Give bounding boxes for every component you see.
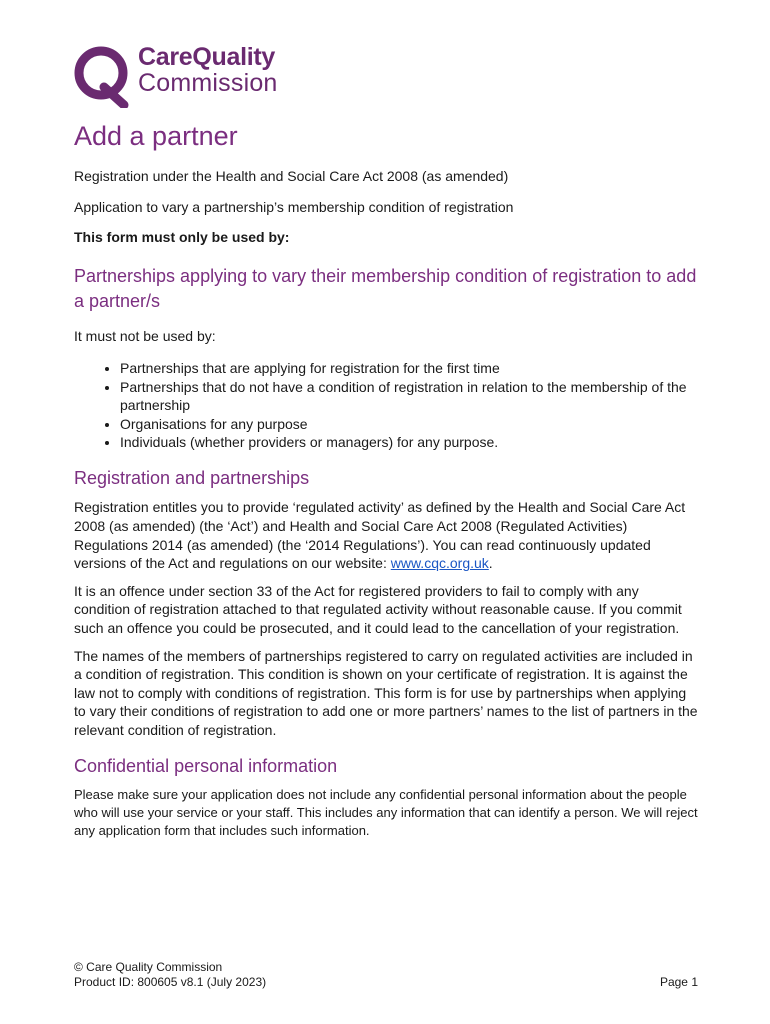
footer-product-id: Product ID: 800605 v8.1 (July 2023): [74, 975, 267, 989]
registration-paragraph-1: [74, 498, 698, 572]
not-used-intro: It must not be used by:: [74, 327, 216, 344]
registration-paragraph-1-end: .: [488, 555, 493, 572]
cqc-website-link[interactable]: www.cqc.org.uk: [390, 555, 489, 572]
registration-paragraph-3: The names of the members of partnerships registered to carry on regulated activities are included in a condition of registration. This condition is shown on your certificate of registration. It is against the law not to comply with conditions of registration. This form is for use by partnerships when applying to vary their conditions of registration to add one or more partners’ names to the list of partners in the relevant condition of registration.: [74, 647, 698, 738]
section-heading-partnerships: Partnerships applying to vary their membership condition of registration to add a partner/s: [74, 265, 697, 311]
list-item: • Organisations for any purpose: [120, 415, 698, 433]
section-heading-confidential: Confidential personal information: [74, 755, 338, 776]
logo-wordmark: [138, 44, 278, 96]
logo-line-2: Commission: [138, 69, 278, 97]
not-used-list: [74, 359, 698, 451]
subtitle-act: Registration under the Health and Social Care Act 2008 (as amended): [74, 168, 509, 184]
list-item: • Partnerships that do not have a condition of registration in relation to the membership of the partnership: [120, 378, 698, 415]
confidential-paragraph: Please make sure your application does not include any confidential personal information about the people who will use your service or your staff. This includes any information that can identify a person. We will reject any application form that includes such information.: [74, 786, 698, 838]
footer-copyright: © Care Quality Commission: [74, 960, 223, 974]
cqc-q-mark-icon: [72, 42, 134, 108]
document-body: [74, 118, 698, 840]
page-number: Page 1: [659, 975, 698, 989]
list-item: • Individuals (whether providers or managers) for any purpose.: [120, 433, 698, 451]
cqc-logo: [72, 42, 292, 108]
page-title: Add a partner: [74, 121, 238, 151]
registration-paragraph-1-text: Registration entitles you to provide ‘regulated activity’ as defined by the Health and Social Care Act 2008 (as amended) (the ‘Act’) and Health and Social Care Act 2008 (Regulated Activities) Regulations 2014 (as amended) (the ‘2014 Regulations’). You can read continuously updated versions of the Act and regulations on our website:: [74, 499, 686, 572]
logo-line-1: CareQuality: [138, 43, 276, 71]
registration-paragraph-2: It is an offence under section 33 of the Act for registered providers to fail to comply with any condition of registration attached to that regulated activity without reasonable cause. If you commit such an offence you could be prosecuted, and it could lead to the cancellation of your registration.: [74, 582, 682, 636]
subtitle-application: Application to vary a partnership’s membership condition of registration: [74, 198, 514, 215]
section-heading-registration: Registration and partnerships: [74, 468, 310, 489]
page-footer: [74, 960, 698, 990]
list-item: • Partnerships that are applying for registration for the first time: [120, 359, 698, 377]
must-only-heading: This form must only be used by:: [74, 229, 290, 246]
